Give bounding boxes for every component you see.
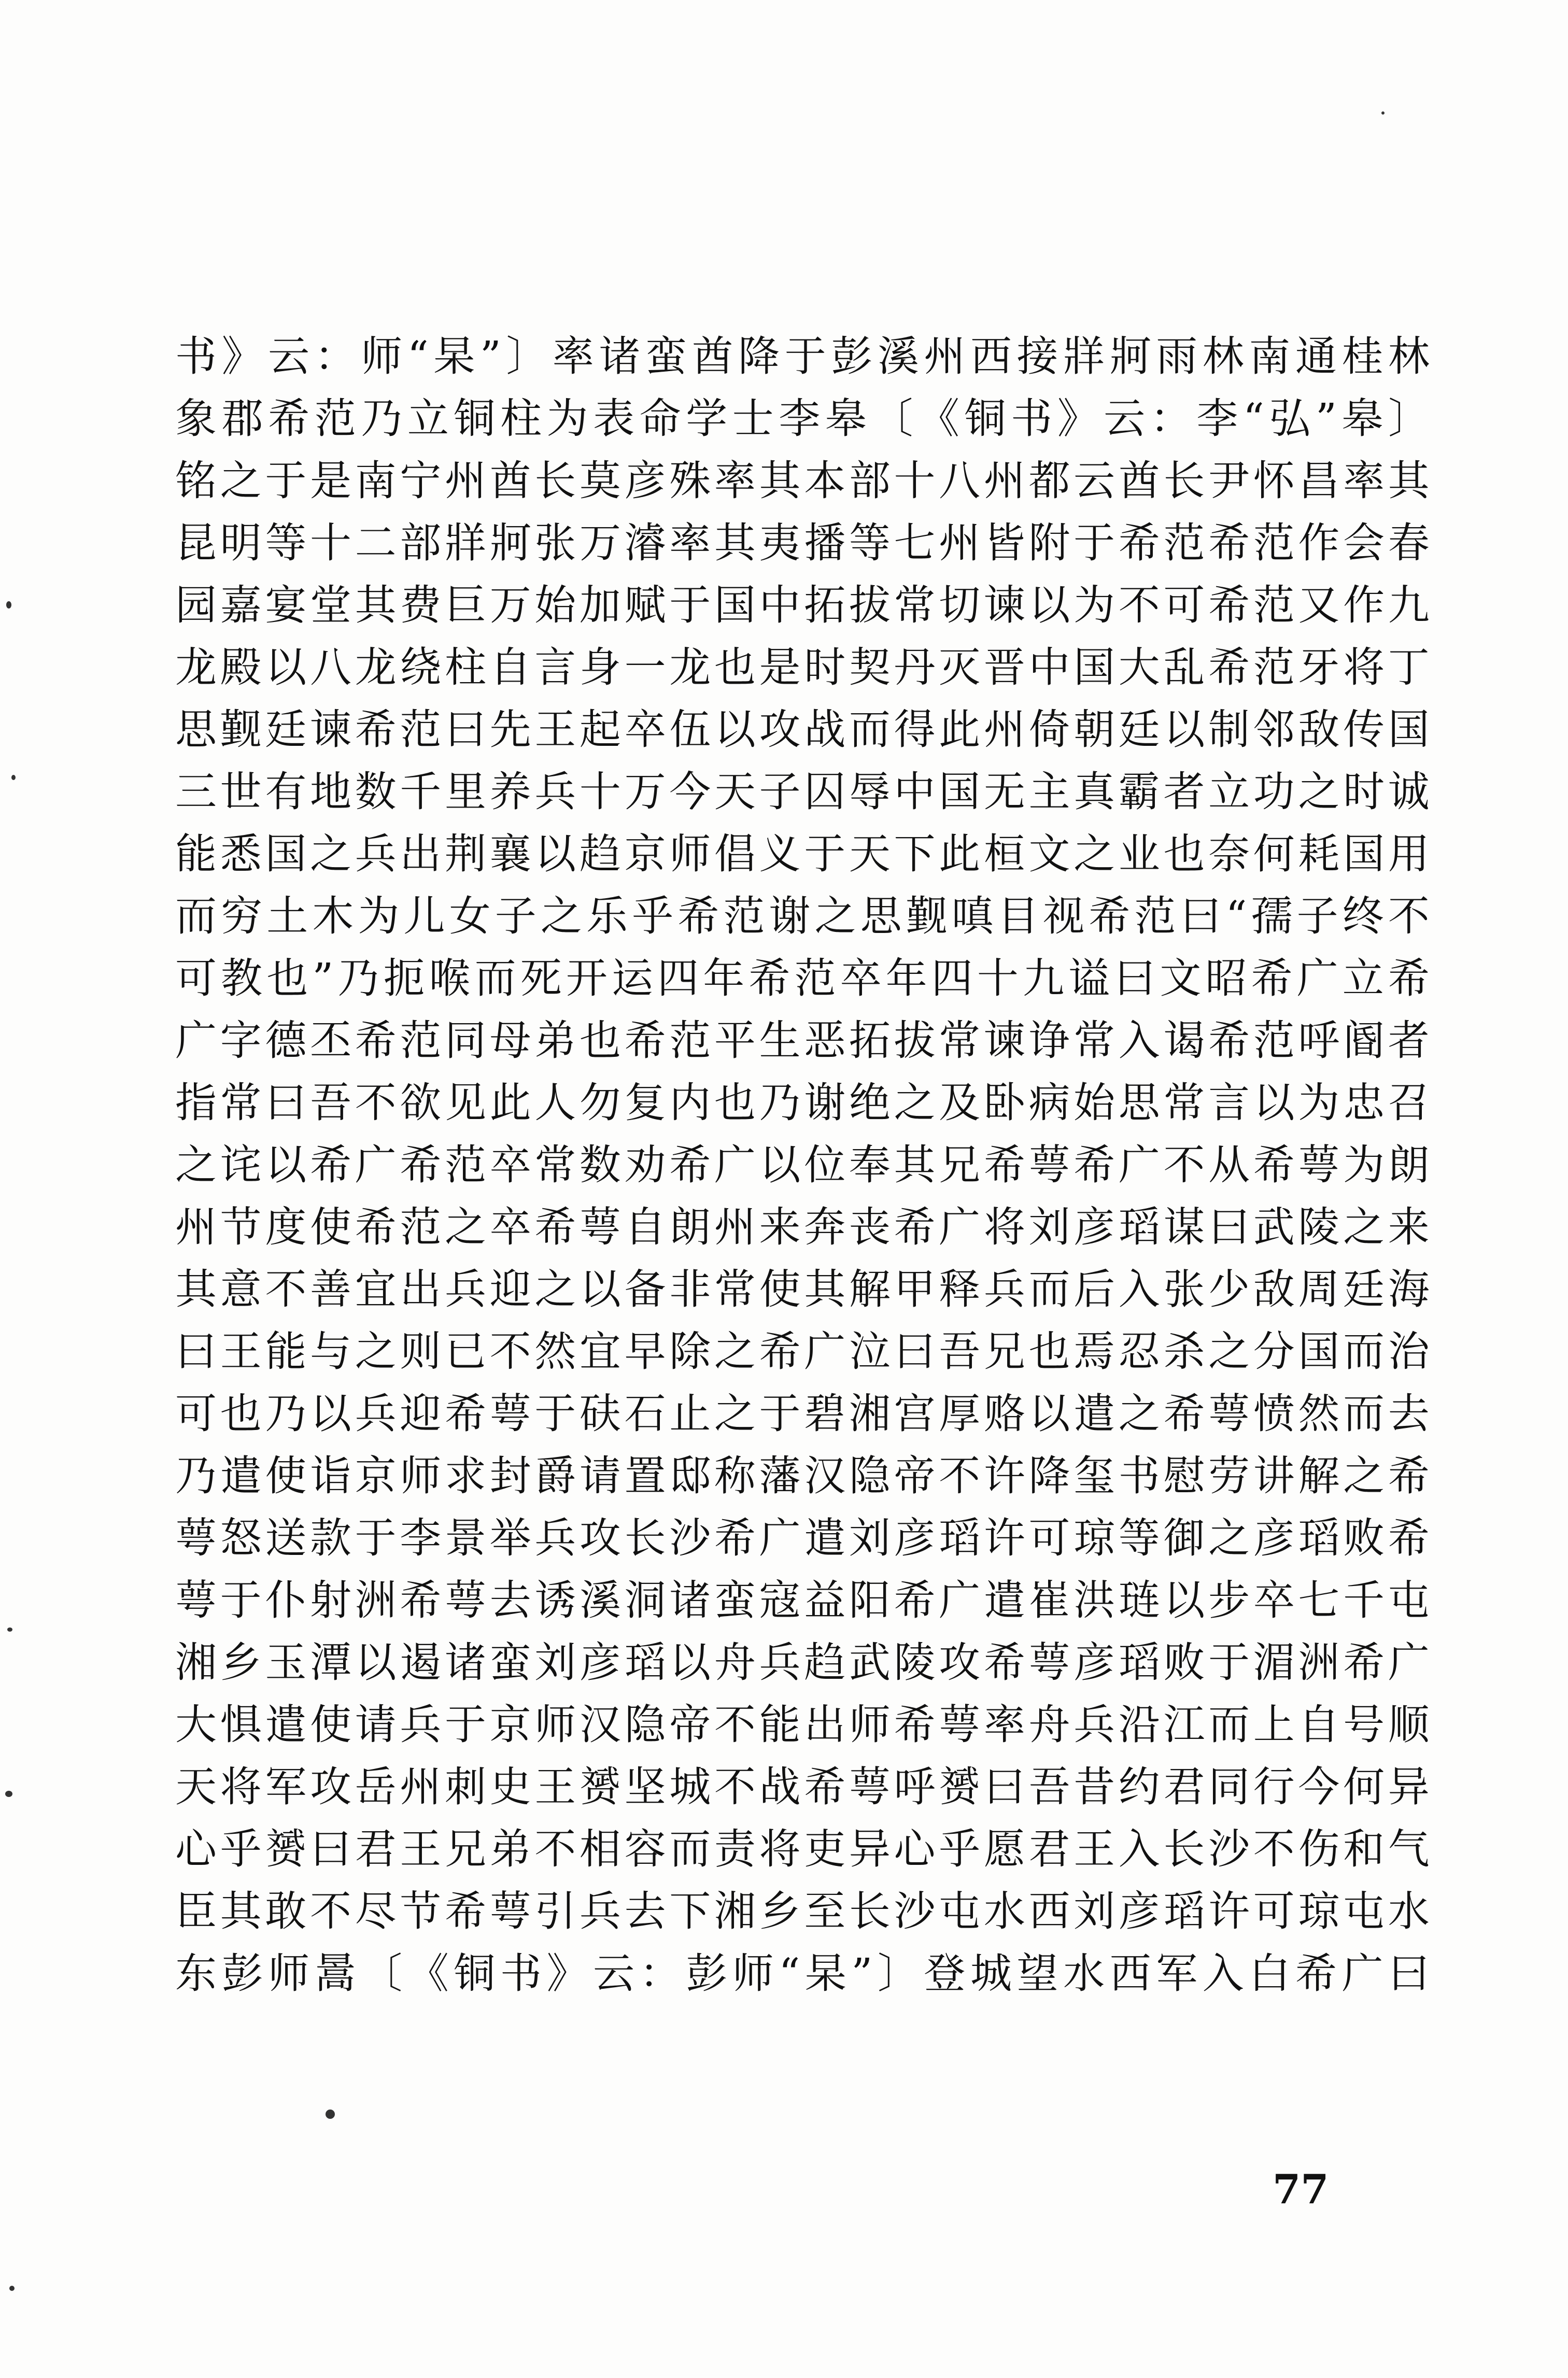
text-line: 湘 乡 玉 潭 以 遏 诸 蛮 刘 彦 瑫 以 舟 兵 趋 武 陵 攻 希 萼 彦 瑫 败 于 湄 洲 希 广 [175,1638,1430,1687]
text-line: 心 乎 赟 曰 君 王 兄 弟 不 相 容 而 责 将 吏 异 心 乎 愿 君 王 入 长 沙 不 伤 和 气 [175,1825,1430,1873]
text-line: 可 也 乃 以 兵 迎 希 萼 于 砆 石 止 之 于 碧 湘 宫 厚 赂 以 遣 之 希 萼 愤 然 而 去 [175,1390,1430,1438]
scan-speck [11,775,16,780]
scan-speck [5,1791,12,1797]
text-line: 园 嘉 宴 堂 其 费 巨 万 始 加 赋 于 国 中 拓 拔 常 切 谏 以 为 不 可 希 范 又 作 九 [175,581,1430,629]
text-line: 思 觐 廷 谏 希 范 曰 先 王 起 卒 伍 以 攻 战 而 得 此 州 倚 朝 廷 以 制 邻 敌 传 国 [175,705,1430,754]
text-line: 铭 之 于 是 南 宁 州 酋 长 莫 彦 殊 率 其 本 部 十 八 州 都 云 酋 长 尹 怀 昌 率 其 [175,457,1430,505]
text-line: 可 教 也 ” 乃 扼 喉 而 死 开 运 四 年 希 范 卒 年 四 十 九 谥 曰 文 昭 希 广 立 希 [175,954,1430,1002]
text-line: 东 彭 师 暠 〔 《 铜 书 》 云 ： 彭 师 “ 杲 ” 〕 登 城 望 水 西 军 入 白 希 广 曰 [175,1949,1430,1998]
text-line: 乃 遣 使 诣 京 师 求 封 爵 请 置 邸 称 藩 汉 隐 帝 不 许 降 玺 书 慰 劳 讲 解 之 希 [175,1452,1430,1500]
scan-speck [7,1627,12,1632]
text-line: 曰 王 能 与 之 则 已 不 然 宜 早 除 之 希 广 泣 曰 吾 兄 也 焉 忍 杀 之 分 国 而 治 [175,1327,1430,1376]
text-line: 书 》 云 ： 师 “ 杲 ” 〕 率 诸 蛮 酋 降 于 彭 溪 州 西 接 牂 牁 雨 林 南 通 桂 林 [175,332,1430,380]
text-line: 能 悉 国 之 兵 出 荆 襄 以 趋 京 师 倡 义 于 天 下 此 桓 文 之 业 也 奈 何 耗 国 用 [175,830,1430,878]
body-text [175,325,1430,2005]
page-number: 77 [1273,2166,1329,2213]
text-line: 象 郡 希 范 乃 立 铜 柱 为 表 命 学 士 李 皋 〔 《 铜 书 》 云 ： 李 “ 弘 ” 皋 〕 [175,394,1430,443]
text-line: 其 意 不 善 宜 出 兵 迎 之 以 备 非 常 使 其 解 甲 释 兵 而 后 入 张 少 敌 周 廷 海 [175,1265,1430,1313]
text-line: 州 节 度 使 希 范 之 卒 希 萼 自 朗 州 来 奔 丧 希 广 将 刘 彦 瑫 谋 曰 武 陵 之 来 [175,1203,1430,1251]
text-line: 臣 其 敢 不 尽 节 希 萼 引 兵 去 下 湘 乡 至 长 沙 屯 水 西 刘 彦 瑫 许 可 琼 屯 水 [175,1887,1430,1935]
scan-speck [9,2286,15,2291]
text-line: 大 惧 遣 使 请 兵 于 京 师 汉 隐 帝 不 能 出 师 希 萼 率 舟 兵 沿 江 而 上 自 号 顺 [175,1701,1430,1749]
text-line: 指 常 曰 吾 不 欲 见 此 人 勿 复 内 也 乃 谢 绝 之 及 卧 病 始 思 常 言 以 为 忠 召 [175,1079,1430,1127]
text-line: 三 世 有 地 数 千 里 养 兵 十 万 今 天 子 囚 辱 中 国 无 主 真 霸 者 立 功 之 时 诚 [175,768,1430,816]
text-line: 天 将 军 攻 岳 州 刺 史 王 赟 坚 城 不 战 希 萼 呼 赟 曰 吾 昔 约 君 同 行 今 何 异 [175,1763,1430,1811]
text-line: 龙 殿 以 八 龙 绕 柱 自 言 身 一 龙 也 是 时 契 丹 灭 晋 中 国 大 乱 希 范 牙 将 丁 [175,643,1430,691]
text-line: 萼 怒 送 款 于 李 景 举 兵 攻 长 沙 希 广 遣 刘 彦 瑫 许 可 琼 等 御 之 彦 瑫 败 希 [175,1514,1430,1562]
text-line: 昆 明 等 十 二 部 牂 牁 张 万 濬 率 其 夷 播 等 七 州 皆 附 于 希 范 希 范 作 会 春 [175,519,1430,567]
text-line: 广 字 德 丕 希 范 同 母 弟 也 希 范 平 生 恶 拓 拔 常 谏 诤 常 入 谒 希 范 呼 阍 者 [175,1016,1430,1065]
text-line: 萼 于 仆 射 洲 希 萼 去 诱 溪 洞 诸 蛮 寇 益 阳 希 广 遣 崔 洪 琏 以 步 卒 七 千 屯 [175,1576,1430,1624]
scan-speck [6,601,11,608]
text-line: 而 穷 土 木 为 儿 女 子 之 乐 乎 希 范 谢 之 思 觐 嗔 目 视 希 范 曰 “ 孺 子 终 不 [175,892,1430,940]
scan-speck [326,2110,335,2119]
text-line: 之 诧 以 希 广 希 范 卒 常 数 劝 希 广 以 位 奉 其 兄 希 萼 希 广 不 从 希 萼 为 朗 [175,1141,1430,1189]
scan-speck [1381,111,1385,115]
